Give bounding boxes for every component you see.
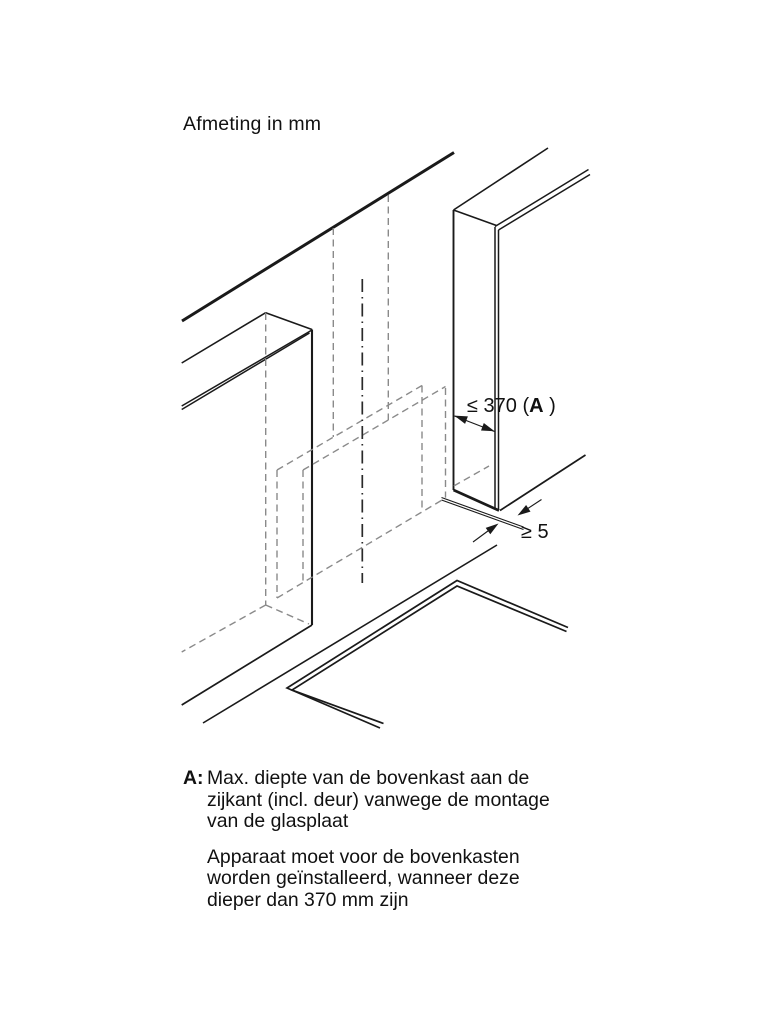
left-cabinet-top-front-edge-b (182, 333, 310, 410)
arrowhead-left (454, 416, 468, 424)
right-cabinet-bottom-front-edge (500, 455, 586, 511)
left-cabinet-top-depth-edge (266, 313, 312, 330)
legend-key: A: (183, 767, 204, 789)
right-cabinet (454, 148, 591, 511)
wall-bottom-edge (203, 545, 497, 723)
legend-line: van de glasplaat (207, 810, 349, 833)
hood-hidden-top-front-edge (303, 387, 446, 471)
left-cabinet-top-back-edge (182, 313, 266, 363)
hidden-edge-behind-right-cabinet (454, 466, 489, 486)
left-cabinet (182, 313, 312, 705)
arrowhead-right (481, 423, 495, 431)
counter-outer-edge (287, 581, 568, 729)
counter-edge (287, 581, 568, 729)
hidden-appliance-outline (182, 195, 489, 652)
right-cabinet-top-front-edge-a (495, 170, 589, 227)
right-cabinet-top-front-edge-b (499, 175, 591, 231)
right-cabinet-top-depth-edge (454, 210, 497, 226)
right-cabinet-bottom-side-edge (454, 490, 500, 511)
arrowhead-lower (486, 524, 499, 535)
arrowhead-upper (518, 505, 531, 516)
legend-paragraph-2 (207, 847, 603, 912)
legend-line: zijkant (incl. deur) vanwege de montage (207, 788, 550, 811)
wall-top-edge (182, 153, 454, 322)
page-title: Afmeting in mm (183, 113, 322, 135)
counter-inner-edge (292, 586, 567, 724)
left-cabinet-hidden-bottom-depth-edge (266, 605, 309, 624)
right-cabinet-top-back-edge (454, 148, 549, 210)
hood-hidden-top-back-edge (277, 386, 422, 471)
dimension-depth-label: ≤ 370 (A ) (467, 395, 556, 417)
legend-paragraph-1 (207, 768, 550, 833)
hood-hidden-bottom-front-edge (277, 498, 446, 598)
dimension-depth-arrow (454, 416, 494, 432)
left-cabinet-hidden-bottom-back-edge (182, 605, 266, 652)
legend-line: worden geïnstalleerd, wanneer deze (207, 867, 520, 890)
left-cabinet-top-front-edge-a (182, 330, 312, 406)
dimension-gap-label: ≥ 5 (521, 521, 549, 543)
legend-line: dieper dan 370 mm zijn (207, 888, 409, 911)
left-cabinet-bottom-front-edge (182, 625, 312, 705)
legend-line: Apparaat moet voor de bovenkasten (207, 845, 520, 868)
legend-line: Max. diepte van de bovenkast aan de (207, 767, 530, 789)
legend-block (183, 768, 603, 912)
